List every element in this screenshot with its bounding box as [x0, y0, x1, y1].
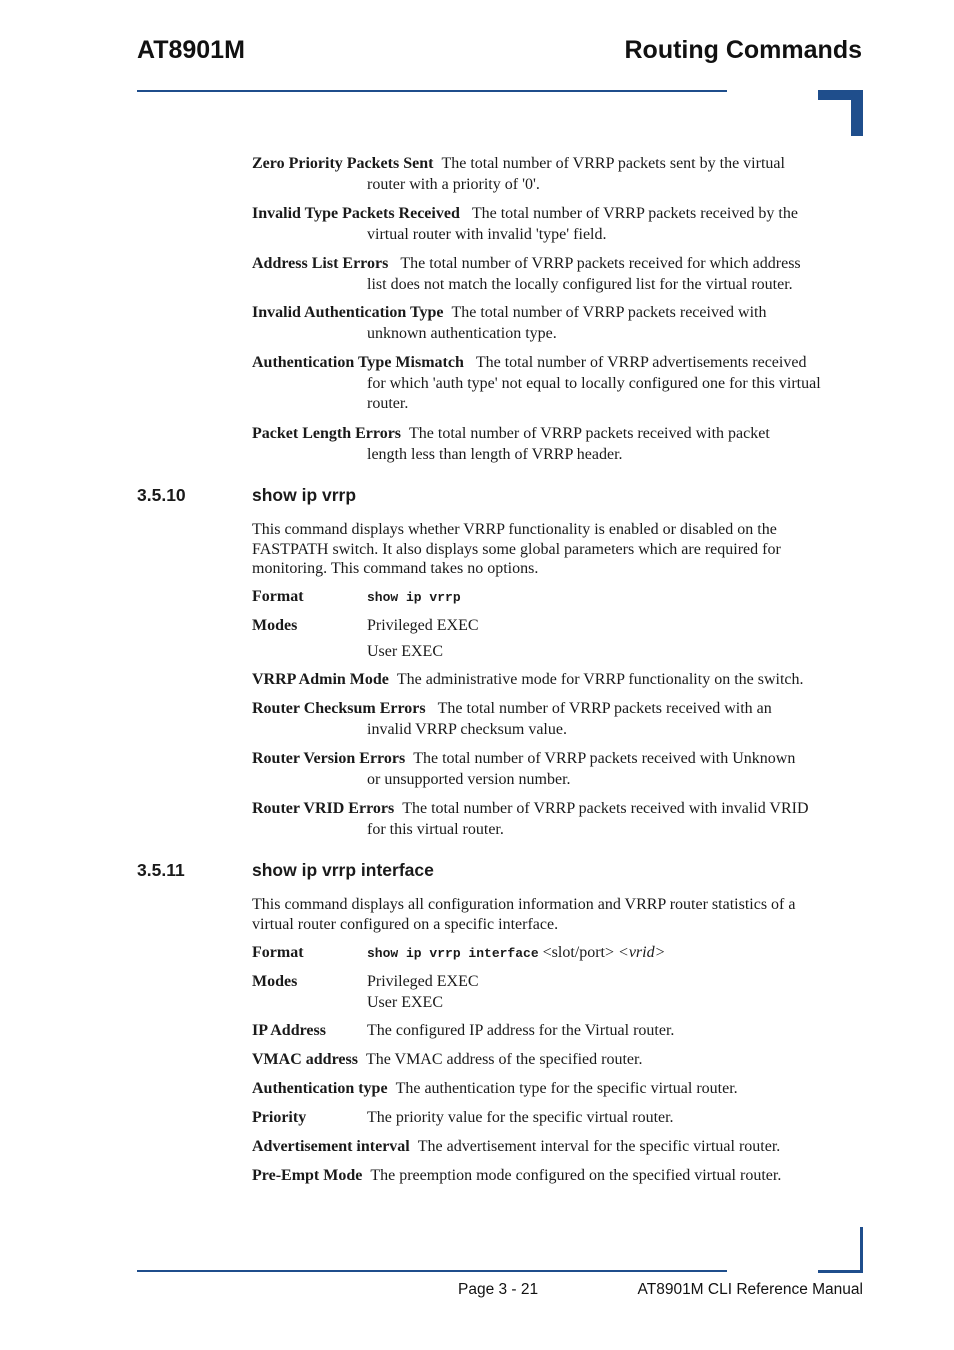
section-intro: This command displays whether VRRP functionality is enabled or disabled on the FASTPATH switch. It also displays some global parameters which are required for monitoring. This command takes no options.	[252, 521, 781, 577]
def-invalid-auth: Invalid Authentication Type The total number of VRRP packets received with unknown authentication type.	[252, 304, 767, 342]
def-authentication-type: Authentication type The authentication type for the specific virtual router.	[252, 1080, 738, 1097]
manual-title: AT8901M CLI Reference Manual	[637, 1281, 863, 1298]
footer-rule	[137, 1270, 727, 1272]
section-title: show ip vrrp	[252, 485, 357, 505]
def-router-checksum: Router Checksum Errors The total number of VRRP packets received with an invalid VRRP checksum value.	[252, 700, 772, 738]
def-router-vrid: Router VRID Errors The total number of VRRP packets received with invalid VRID for this virtual router.	[252, 800, 809, 838]
def-address-list: Address List Errors The total number of VRRP packets received for which address list does not match the locally configured list for the virtual router.	[252, 255, 801, 293]
command-syntax: show ip vrrp	[367, 590, 461, 605]
section-title: show ip vrrp interface	[252, 860, 434, 880]
def-router-version: Router Version Errors The total number of VRRP packets received with Unknown or unsupported version number.	[252, 750, 796, 788]
def-zero-priority: Zero Priority Packets Sent The total number of VRRP packets sent by the virtual router with a priority of '0'.	[252, 155, 785, 193]
section-number: 3.5.11	[137, 860, 185, 880]
def-vmac-address: VMAC address The VMAC address of the specified router.	[252, 1051, 643, 1068]
def-pre-empt-mode: Pre-Empt Mode The preemption mode configured on the specified virtual router.	[252, 1167, 782, 1184]
section-intro: This command displays all configuration information and VRRP router statistics of a virtual router configured on a specific interface.	[252, 896, 796, 933]
section-number: 3.5.10	[137, 485, 186, 505]
arg-slot-port: <slot/port>	[542, 944, 615, 961]
header-product-title: AT8901M	[137, 36, 245, 64]
arg-vrid: <vrid>	[618, 944, 666, 961]
header-chapter-title: Routing Commands	[624, 36, 862, 64]
corner-mark-bottom	[860, 1227, 863, 1273]
page-number: Page 3 - 21	[458, 1281, 539, 1298]
def-auth-mismatch: Authentication Type Mismatch The total number of VRRP advertisements received for which 'auth type' not equal to locally configured one for this virtual router.	[252, 354, 821, 412]
def-vrrp-admin-mode: VRRP Admin Mode The administrative mode for VRRP functionality on the switch.	[252, 671, 804, 688]
def-advertisement-interval: Advertisement interval The advertisement interval for the specific virtual router.	[252, 1138, 781, 1155]
command-syntax: show ip vrrp interface	[367, 946, 539, 961]
corner-mark-top-vertical	[851, 90, 863, 136]
def-packet-length: Packet Length Errors The total number of VRRP packets received with packet length less than length of VRRP header.	[252, 425, 770, 463]
header-rule	[137, 90, 727, 92]
def-invalid-type: Invalid Type Packets Received The total number of VRRP packets received by the virtual router with invalid 'type' field.	[252, 205, 798, 243]
corner-mark-bottom-horizontal	[818, 1270, 863, 1273]
